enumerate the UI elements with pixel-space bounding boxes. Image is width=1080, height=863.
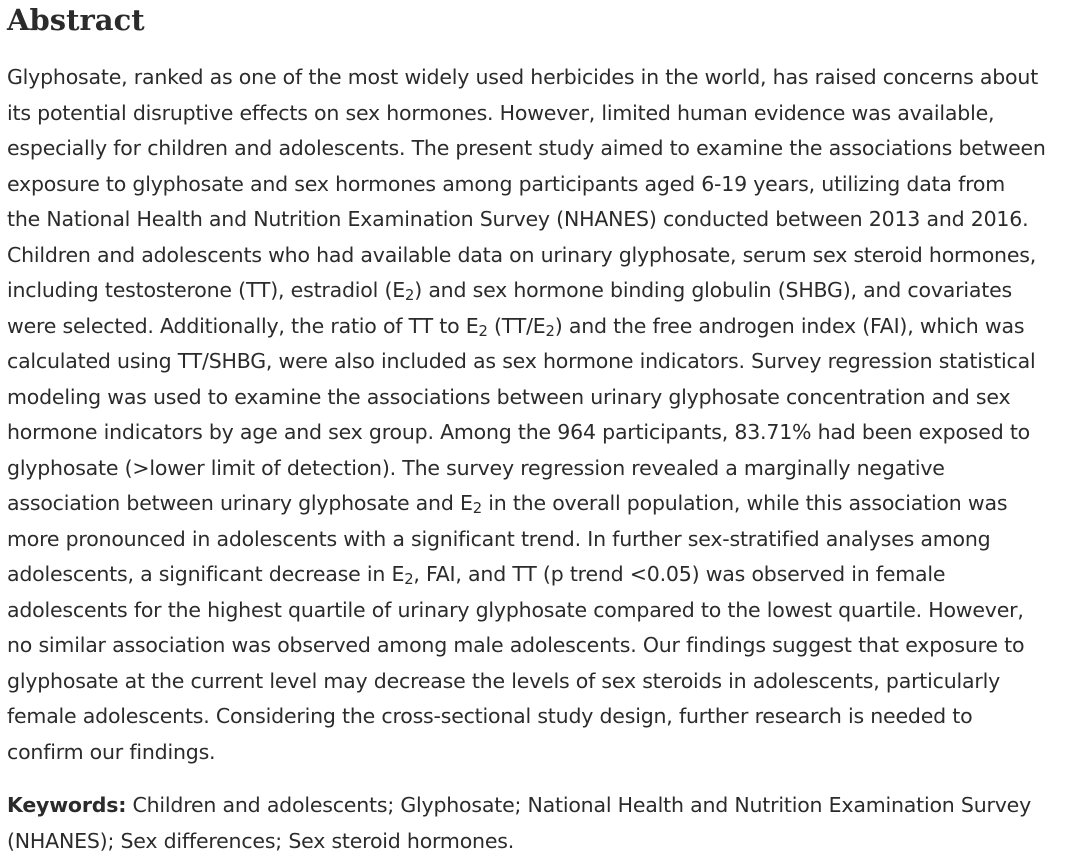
abstract-heading: Abstract [7, 3, 145, 37]
abstract-line: Glyphosate, ranked as one of the most widely used herbicides in the world, has raised concerns about [7, 65, 1039, 89]
abstract-line: calculated using TT/SHBG, were also included as sex hormone indicators. Survey regression statistical [7, 349, 1036, 373]
text-segment: in the overall population, while this association was [481, 491, 1008, 515]
text-segment: , FAI, and TT (p trend <0.05) was observed in female [413, 562, 946, 586]
abstract-line [7, 313, 1024, 339]
keywords-line [7, 792, 1031, 818]
abstract-line: hormone indicators by age and sex group. Among the 964 participants, 83.71% had been exposed to [7, 420, 1031, 444]
text-segment: were selected. Additionally, the ratio of TT to E [7, 313, 479, 338]
text-segment: including testosterone (TT), estradiol (E [7, 278, 406, 302]
abstract-line: especially for children and adolescents. The present study aimed to examine the associations between [7, 136, 1046, 160]
abstract-line: glyphosate at the current level may decrease the levels of sex steroids in adolescents, particularly [7, 668, 1001, 693]
abstract-line: female adolescents. Considering the cross-sectional study design, further research is needed to [7, 704, 973, 728]
abstract-line [7, 277, 1012, 303]
abstract-line: confirm our findings. [7, 739, 216, 764]
abstract-line [7, 561, 945, 587]
abstract-line [7, 490, 1007, 516]
abstract-line: its potential disruptive effects on sex hormones. However, limited human evidence was available, [7, 100, 995, 125]
subscript: 2 [545, 322, 555, 340]
keywords-line: (NHANES); Sex differences; Sex steroid hormones. [7, 828, 515, 853]
abstract-line: modeling was used to examine the associations between urinary glyphosate concentration and sex [7, 384, 1011, 409]
abstract-line: glyphosate (>lower limit of detection). The survey regression revealed a marginally negative [7, 455, 945, 480]
abstract-line: more pronounced in adolescents with a significant trend. In further sex-stratified analyses among [7, 526, 991, 551]
abstract-line: adolescents for the highest quartile of urinary glyphosate compared to the lowest quartile. However, [7, 597, 1024, 622]
text-segment: ) and the free androgen index (FAI), which was [554, 313, 1025, 338]
keywords-label: Keywords: [7, 793, 127, 817]
abstract-line: no similar association was observed among male adolescents. Our findings suggest that exposure to [7, 633, 1025, 657]
subscript: 2 [404, 571, 414, 588]
text-segment: association between urinary glyphosate and E [7, 491, 473, 515]
subscript: 2 [472, 500, 482, 517]
text-segment: ) and sex hormone binding globulin (SHBG), and covariates [414, 278, 1012, 302]
keywords-text: Children and adolescents; Glyphosate; National Health and Nutrition Examination Survey [126, 793, 1032, 817]
subscript: 2 [405, 287, 415, 304]
text-segment: (TT/E [487, 313, 546, 338]
abstract-line: the National Health and Nutrition Examination Survey (NHANES) conducted between 2013 and 2016. [7, 207, 1029, 231]
abstract-line: exposure to glyphosate and sex hormones among participants aged 6-19 years, utilizing data from [7, 171, 1005, 196]
text-segment: adolescents, a significant decrease in E [7, 562, 405, 586]
subscript: 2 [478, 322, 488, 340]
abstract-line: Children and adolescents who had available data on urinary glyphosate, serum sex steroid hormones, [7, 242, 1037, 267]
